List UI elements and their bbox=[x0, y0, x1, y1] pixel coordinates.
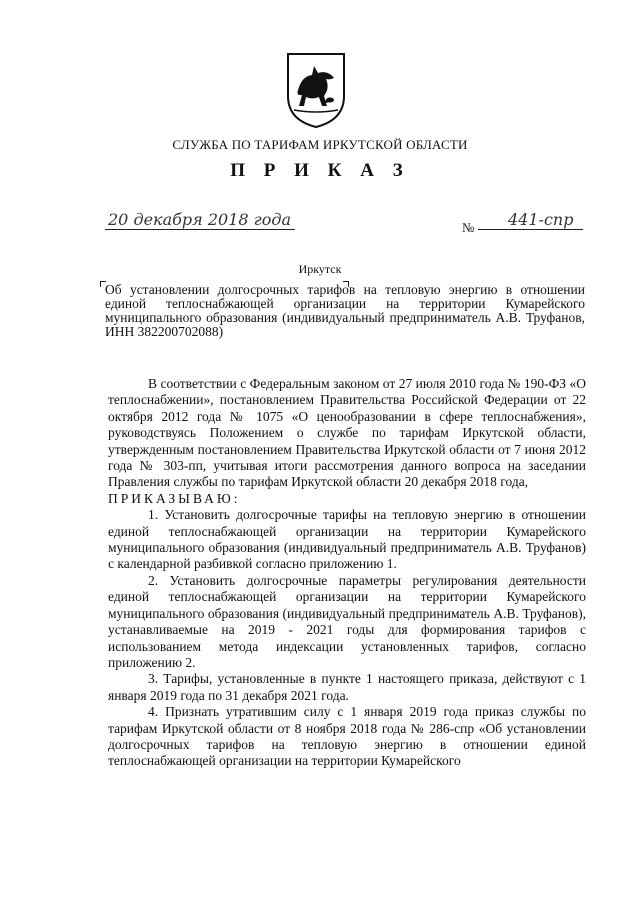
handwritten-number: 441-спр bbox=[508, 210, 574, 229]
coat-of-arms-icon bbox=[280, 50, 352, 130]
handwritten-date: 20 декабря 2018 года bbox=[108, 210, 292, 229]
number-underline bbox=[478, 229, 583, 230]
number-label: № bbox=[462, 220, 475, 235]
order-item-1: 1. Установить долгосрочные тарифы на тепловую энергию в отношении единой теплоснабжающей организации на территории Кумарейского муниципального образования (индивидуальный предприниматель А.В. Труфанов) с календарной разбивкой согласно приложению 1. bbox=[108, 507, 586, 572]
date-underline bbox=[105, 229, 295, 230]
order-item-2: 2. Установить долгосрочные параметры регулирования деятельности единой теплоснабжающей организации на территории Кумарейского муниципального образования (индивидуальный предприниматель А.В. Труфанов), устанавливаемые на 2019 - 2021 годы для формирования тарифов с использованием метода индексации установленных тарифов, согласно приложению 2. bbox=[108, 572, 586, 670]
city-name: Иркутск bbox=[298, 262, 342, 276]
command-word: ПРИКАЗЫВАЮ: bbox=[108, 490, 241, 506]
agency-name: СЛУЖБА ПО ТАРИФАМ ИРКУТСКОЙ ОБЛАСТИ bbox=[172, 137, 468, 152]
order-body bbox=[108, 376, 586, 770]
order-subject: Об установлении долгосрочных тарифов на тепловую энергию в отношении единой теплоснабжающей организации на территории Кумарейского муниципального образования (индивидуальный предприниматель А.В. Труфанов, ИНН 382200702088) bbox=[105, 282, 585, 339]
order-item-4: 4. Признать утратившим силу с 1 января 2019 года приказ службы по тарифам Иркутской области от 8 ноября 2018 года № 286-спр «Об установлении долгосрочных тарифов на тепловую энергию в отношении единой теплоснабжающей организации на территории Кумарейского bbox=[108, 704, 586, 769]
document-type-title: П Р И К А З bbox=[230, 160, 410, 181]
order-item-3: 3. Тарифы, установленные в пункте 1 настоящего приказа, действуют с 1 января 2019 года по 31 декабря 2021 года. bbox=[108, 671, 586, 703]
preamble-paragraph: В соответствии с Федеральным законом от 27 июля 2010 года № 190-ФЗ «О теплоснабжении», постановлением Правительства Российской Федерации от 22 октября 2012 года № 1075 «О ценообразовании в сфере теплоснабжения», руководствуясь Положением о службе по тарифам Иркутской области, утвержденным постановлением Правительства Иркутской области от 7 июня 2012 года № 303-пп, учитывая итоги рассмотрения данного вопроса на заседании Правления службы по тарифам Иркутской области 20 декабря 2018 года, bbox=[108, 376, 586, 490]
